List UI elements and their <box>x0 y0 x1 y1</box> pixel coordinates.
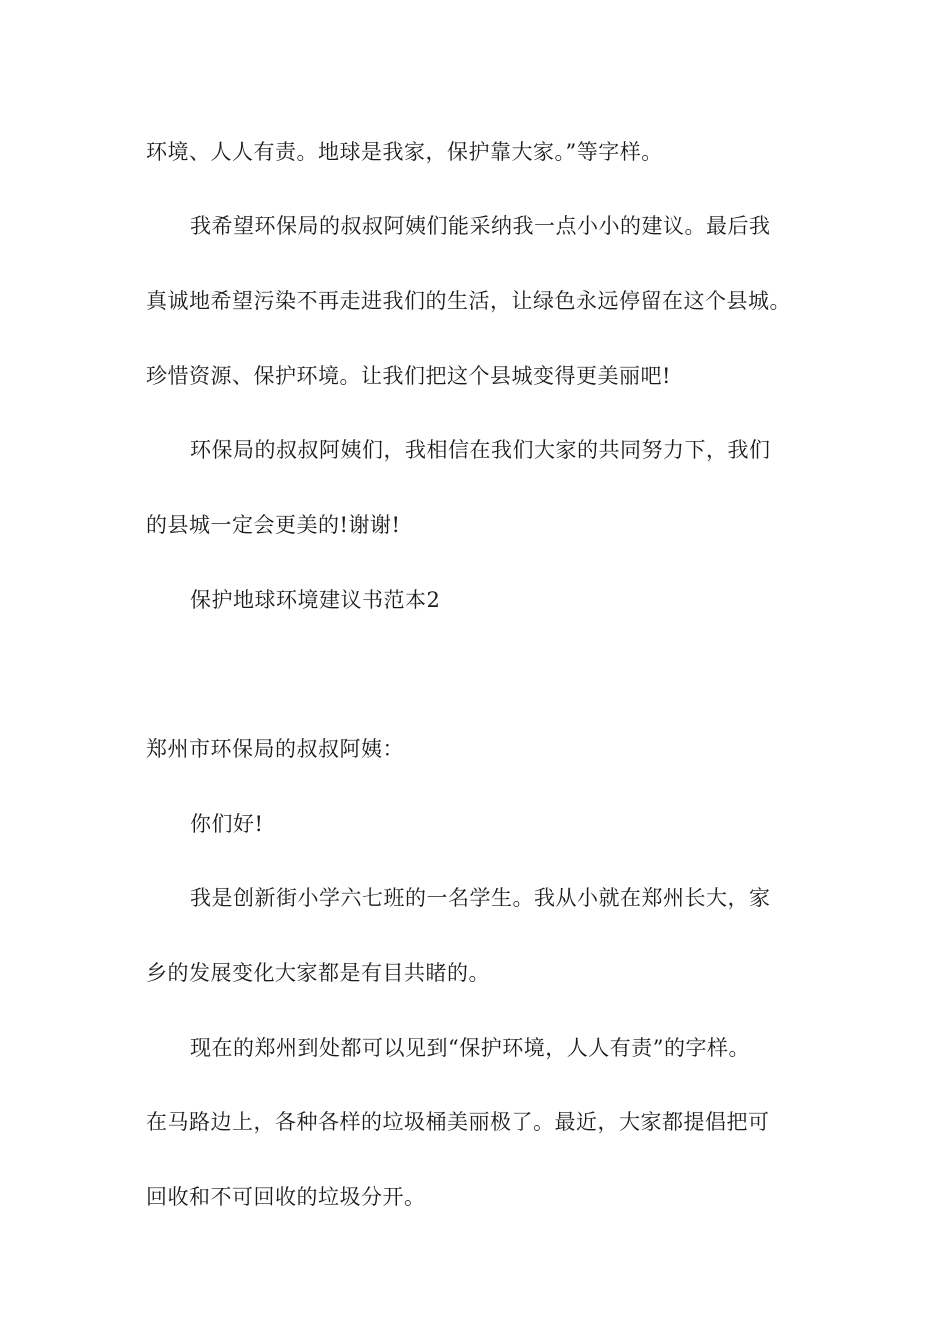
paragraph-line: 我是创新街小学六七班的一名学生。我从小就在郑州长大，家 <box>190 886 771 910</box>
paragraph-line: 回收和不可回收的垃圾分开。 <box>146 1185 426 1209</box>
paragraph-line: 的县城一定会更美的!谢谢! <box>146 513 401 537</box>
paragraph-line: 真诚地希望污染不再走进我们的生活，让绿色永远停留在这个县城。 <box>146 289 791 313</box>
salutation: 郑州市环保局的叔叔阿姨： <box>146 737 404 761</box>
greeting: 你们好! <box>190 812 264 836</box>
paragraph-line: 乡的发展变化大家都是有目共睹的。 <box>146 961 490 985</box>
paragraph-line: 在马路边上，各种各样的垃圾桶美丽极了。最近，大家都提倡把可 <box>146 1110 770 1134</box>
paragraph-line: 珍惜资源、保护环境。让我们把这个县城变得更美丽吧! <box>146 364 671 388</box>
paragraph-line: 我希望环保局的叔叔阿姨们能采纳我一点小小的建议。最后我 <box>190 214 771 238</box>
paragraph-line: 环境、人人有责。地球是我家，保护靠大家。”等字样。 <box>146 140 663 164</box>
paragraph-line: 环保局的叔叔阿姨们，我相信在我们大家的共同努力下，我们 <box>190 438 771 462</box>
paragraph-line: 现在的郑州到处都可以见到“保护环境，人人有责”的字样。 <box>190 1036 750 1060</box>
section-title: 保护地球环境建议书范本2 <box>190 588 441 612</box>
